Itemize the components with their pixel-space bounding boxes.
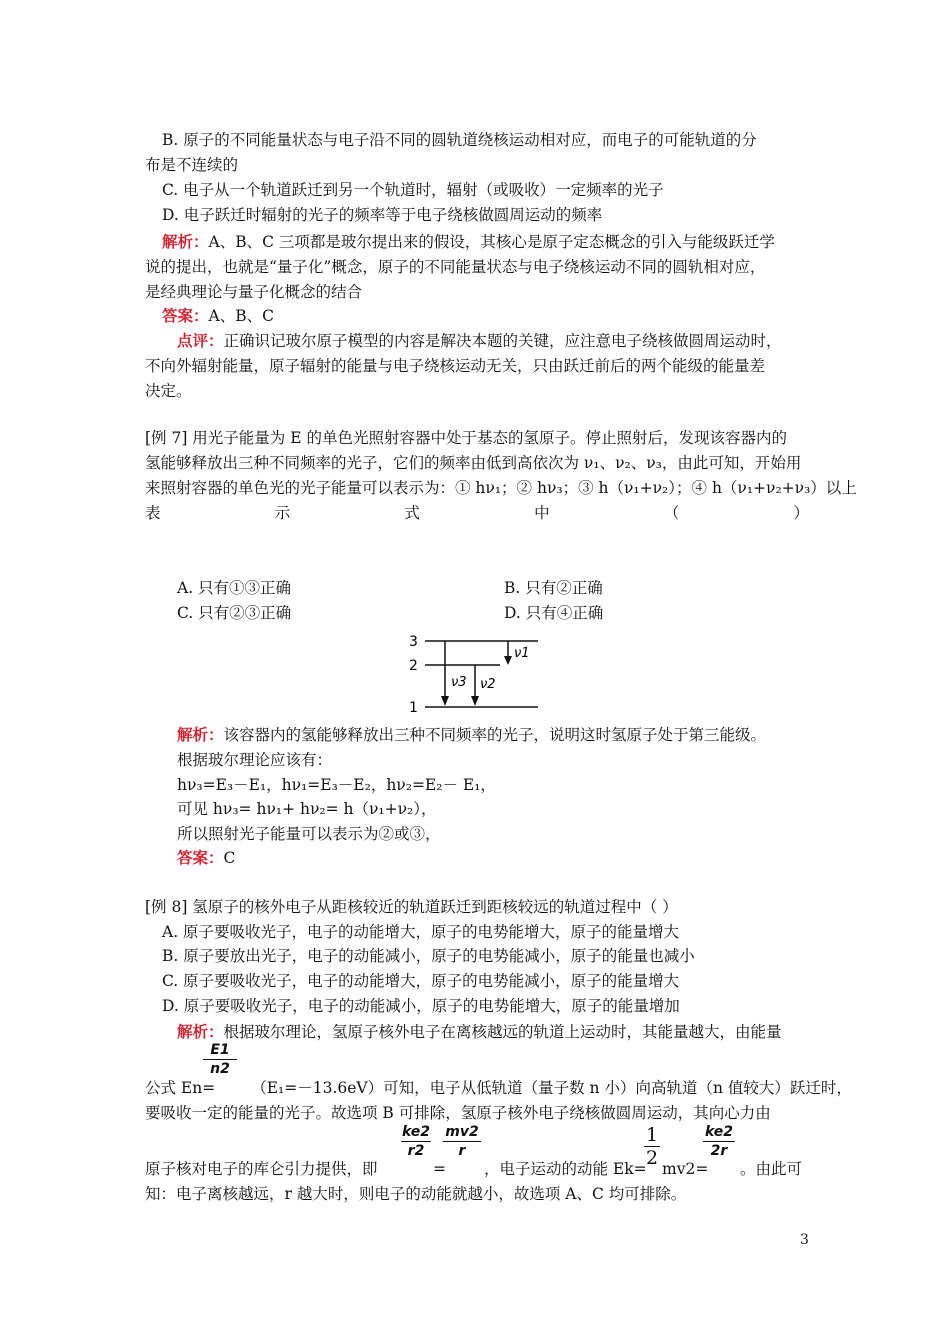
half-fraction: 1 2 <box>645 1124 659 1169</box>
arrow-nu3-head <box>441 696 449 706</box>
example8-stem: [例 8] 氢原子的核外电子从距核较近的轨道跃迁到距核较远的轨道过程中（ ） <box>145 898 678 916</box>
example7-answer-value: C <box>223 849 236 867</box>
arrow-nu1-label: ν1 <box>514 646 530 661</box>
centripetal-fraction: mv2 r <box>443 1124 481 1159</box>
example7-line4: 表 示 式 中 （ ） <box>145 504 809 522</box>
example8-analysis-line1: 解析：根据玻尔理论，氢原子核外电子在离核越远的轨道上运动时，其能量越大，由能量 <box>177 1022 782 1041</box>
example8-analysis-line3: 要吸收一定的能量的光子。故选项 B 可排除，氢原子核外电子绕核做圆周运动，其向心力由 <box>145 1104 771 1122</box>
analysis-line1: 解析：A、B、C 三项都是玻尔提出来的假设，其核心是原子定态概念的引入与能级跃迁学 <box>162 232 775 251</box>
answer-value: A、B、C <box>208 307 274 325</box>
example7-analysis-line2: 根据玻尔理论应该有： <box>177 751 333 769</box>
example7-analysis-line1: 解析：该容器内的氢能够释放出三种不同频率的光子，说明这时氢原子处于第三能级。 <box>177 725 767 744</box>
kinetic-energy-fraction: ke2 2r <box>704 1124 734 1159</box>
page-number: 3 <box>800 1232 809 1248</box>
example7-answer-line <box>177 847 235 869</box>
formula-en-numerator: E1 <box>210 1042 230 1058</box>
coulomb-fraction: ke2 r2 <box>401 1124 431 1159</box>
example7-analysis-line5: 所以照射光子能量可以表示为②或③， <box>177 825 441 843</box>
example8-analysis-label: 解析： <box>177 1022 224 1041</box>
example7-option-d: D. 只有④正确 <box>504 604 604 622</box>
example8-analysis-line4: 原子核对电子的库仑引力提供，即 <box>145 1160 378 1178</box>
analysis-label: 解析： <box>162 232 209 251</box>
example7-analysis-line3: hν₃=E₃－E₁，hν₁=E₃－E₂，hν₂=E₂－ E₁， <box>177 776 496 794</box>
equals-sign: = <box>433 1160 446 1178</box>
kinetic-energy-text: ，电子运动的动能 Ek= <box>484 1160 647 1178</box>
example8-option-d: D. 原子要吸收光子，电子的动能减小，原子的电势能增大，原子的能量增加 <box>162 997 680 1015</box>
fraction-bar <box>203 1059 237 1060</box>
example7-line3: 来照射容器的单色光的光子能量可以表示为：① hν₁；② hν₃；③ h（ν₁+ν₂）；④ h（ν₁+ν₂+ν₃）以上 <box>145 479 857 497</box>
arrow-nu1-head <box>504 656 512 665</box>
line4-end: 。由此可 <box>740 1160 803 1178</box>
option-b-line1: B. 原子的不同能量状态与电子沿不同的圆轨道绕核运动相对应，而电子的可能轨道的分 <box>162 131 757 149</box>
arrow-nu2-label: ν2 <box>480 677 496 692</box>
example8-option-b: B. 原子要放出光子，电子的动能减小，原子的电势能减小，原子的能量也减小 <box>162 947 695 965</box>
option-c: C. 电子从一个轨道跃迁到另一个轨道时，辐射（或吸收）一定频率的光子 <box>162 181 664 199</box>
example7-option-b: B. 只有②正确 <box>504 579 603 597</box>
energy-level-diagram <box>400 630 540 715</box>
comment-line2: 不向外辐射能量，原子辐射的能量与电子绕核运动无关，只由跃迁前后的两个能级的能量差 <box>145 357 766 375</box>
mv2-text: mv2= <box>662 1160 709 1178</box>
level-1-label: 1 <box>409 700 418 715</box>
comment-line1: 点评：正确识记玻尔原子模型的内容是解决本题的关键，应注意电子绕核做圆周运动时， <box>177 331 782 350</box>
analysis-line2: 说的提出，也就是“量子化”概念，原子的不同能量状态与电子绕核运动不同的圆轨相对应， <box>145 258 766 276</box>
example8-option-c: C. 原子要吸收光子，电子的动能增大，原子的电势能减小，原子的能量增大 <box>162 972 680 990</box>
level-2-label: 2 <box>409 658 418 674</box>
example7-line1: [例 7] 用光子能量为 E 的单色光照射容器中处于基态的氢原子。停止照射后，发现该容器内的 <box>145 429 787 447</box>
example7-answer-label: 答案： <box>177 848 224 867</box>
comment-line3: 决定。 <box>145 382 192 400</box>
formula-en-fraction <box>203 1042 237 1077</box>
example7-analysis-line4: 可见 hν₃= hν₁+ hν₂= h（ν₁+ν₂）， <box>177 800 437 818</box>
example8-analysis-line5: 知：电子离核越远，r 越大时，则电子的动能就越小，故选项 A、C 均可排除。 <box>145 1185 687 1203</box>
arrow-nu3-label: ν3 <box>451 675 467 690</box>
option-d: D. 电子跃迁时辐射的光子的频率等于电子绕核做圆周运动的频率 <box>162 206 603 224</box>
example7-analysis-label: 解析： <box>177 725 224 744</box>
example8-analysis-line2: 公式 En= （E₁=－13.6eV）可知，电子从低轨道（量子数 n 小）向高轨道（n 值较大）跃迁时， <box>145 1079 852 1097</box>
comment-label: 点评： <box>177 331 224 350</box>
formula-en-denominator: n2 <box>210 1061 230 1077</box>
option-b-line2: 布是不连续的 <box>145 156 239 174</box>
example8-option-a: A. 原子要吸收光子，电子的动能增大，原子的电势能增大，原子的能量增大 <box>162 923 680 941</box>
level-3-label: 3 <box>409 634 418 650</box>
answer-line <box>162 305 274 327</box>
example7-line2: 氢能够释放出三种不同频率的光子，它们的频率由低到高依次为 ν₁、ν₂、ν₃，由此可知，开始用 <box>145 454 802 472</box>
arrow-nu2-head <box>471 696 479 706</box>
example7-option-c: C. 只有②③正确 <box>177 604 292 622</box>
example7-option-a: A. 只有①③正确 <box>177 579 292 597</box>
analysis-line3: 是经典理论与量子化概念的结合 <box>145 283 363 301</box>
answer-label: 答案： <box>162 306 209 325</box>
